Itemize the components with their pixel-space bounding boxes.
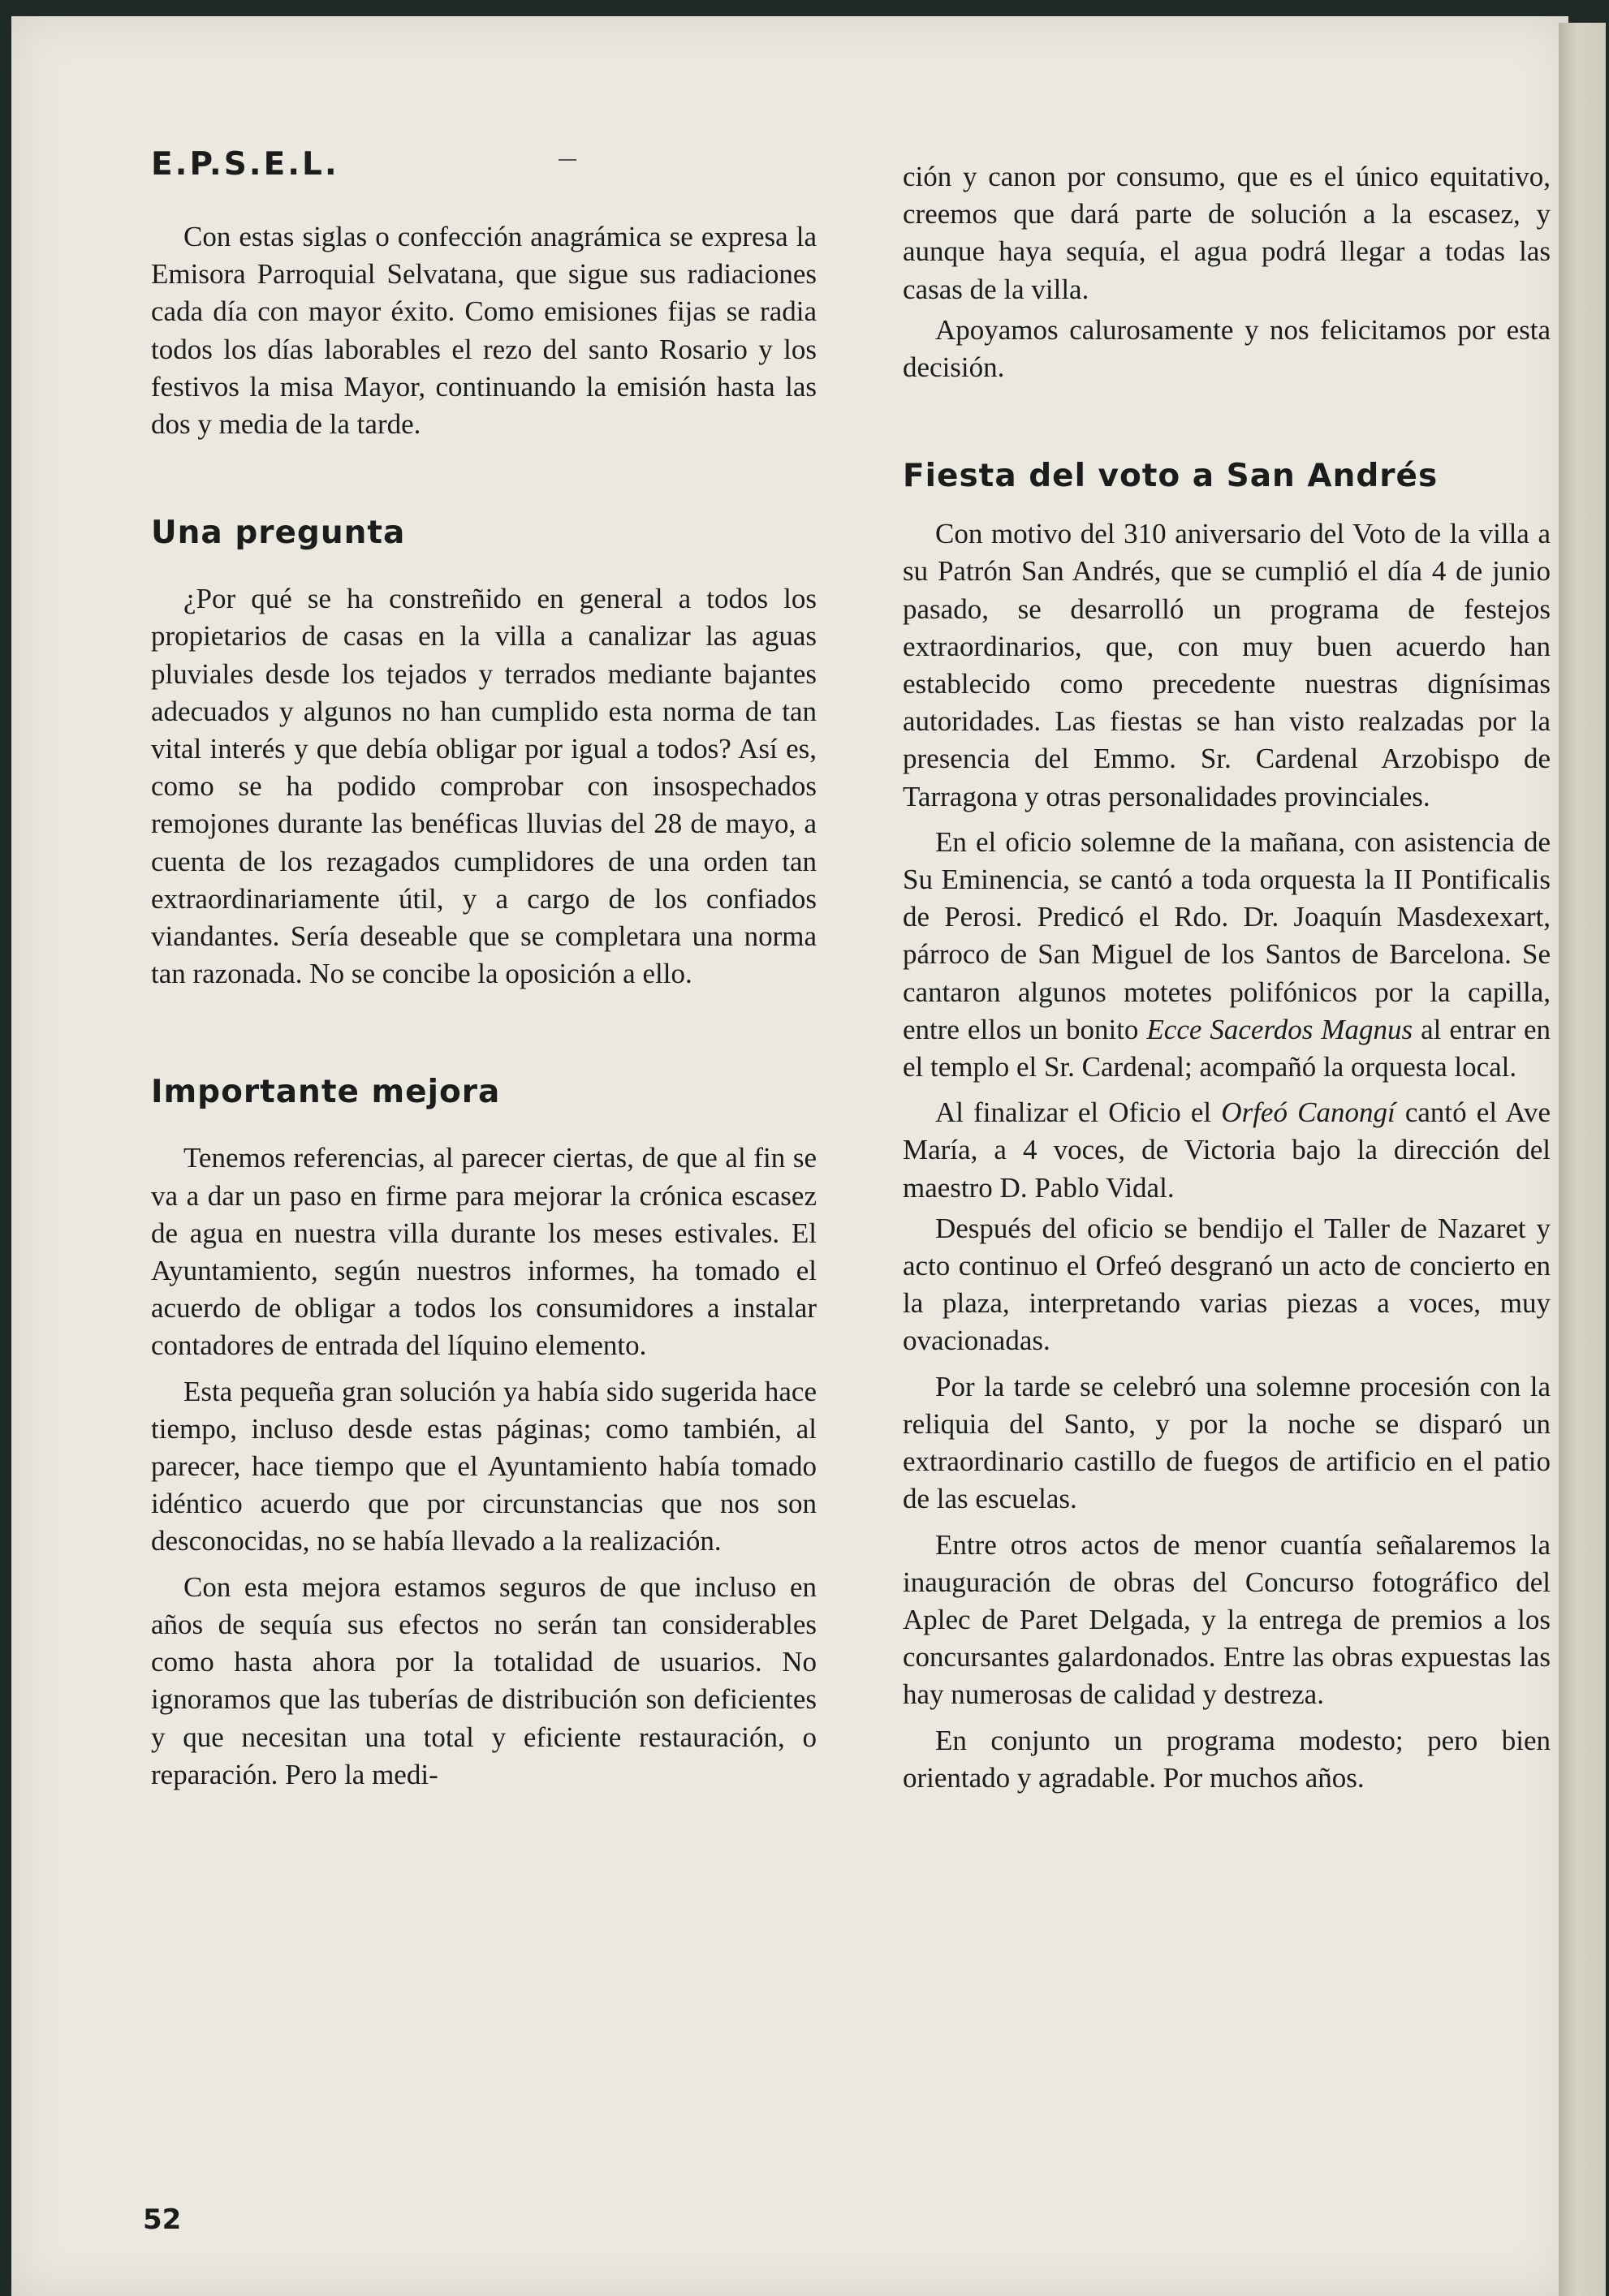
fiesta-p2-text-a: En el oficio solemne de la mañana, con asistencia de Su Eminencia, se cantó a toda orquesta la II Pontificalis de Perosi. Predicó el Rdo. Dr. Joaquín Masdexexart, párroco de San Miguel de los Santos de Barcelona. Se cantaron algunos motetes polifónicos por la capilla, entre ellos un bonito	[903, 825, 1551, 1045]
fiesta-paragraph-6: Entre otros actos de menor cuantía señalaremos la inauguración de obras del Concurso fotográfico del Aplec de Paret Delgada, y la entrega de premios a los concursantes galardonados. Entre las obras expuestas las hay numerosas de calidad y destreza.	[903, 1528, 1551, 1711]
page-edge	[1559, 23, 1606, 2296]
mejora-paragraph-3: Con esta mejora estamos seguros de que incluso en años de sequía sus efectos no serán tan considerables como hasta ahora por la totalidad de usuarios. No ignoramos que las tuberías de distribución son deficientes y que necesitan una total y eficiente restauración, o reparación. Pero la medi-	[151, 1570, 817, 1790]
mejora-paragraph-4: Apoyamos calurosamente y nos felicitamos por esta decisión.	[903, 313, 1551, 384]
fiesta-paragraph-4: Después del oficio se bendijo el Taller de Nazaret y acto continuo el Orfeó desgranó un acto de concierto en la plaza, interpretando varias piezas a voces, muy ovacionadas.	[903, 1212, 1551, 1357]
fiesta-paragraph-1: Con motivo del 310 aniversario del Voto de la villa a su Patrón San Andrés, que se cumplió el día 4 de junio pasado, se desarrolló un programa de festejos extraordinarios, que, con muy buen acuerdo han establecido como precedente nuestras dignísimas autoridades. Las fiestas se han visto realzadas por la presencia del Emmo. Sr. Cardenal Arzobispo de Tarragona y otras personalidades provinciales.	[903, 518, 1551, 812]
eps-paragraph: Con estas siglas o confección anagrámica se expresa la Emisora Parroquial Selvatana, que sigue sus radiaciones cada día con mayor éxito. Como emisiones fijas se radia todos los días laborables el rezo del santo Rosario y los festivos la misa Mayor, continuando la emisión hasta las dos y media de la tarde.	[151, 221, 817, 441]
mejora-heading: Importante mejora	[151, 1074, 501, 1111]
mejora-continuation: ción y canon por consumo, que es el único equitativo, creemos que dará parte de solución a la escasez, y aunque haya sequía, el agua podrá llegar a todas las casas de la villa.	[903, 161, 1551, 305]
fiesta-p2-text-b: al entrar en el templo el Sr. Cardenal; acompañó la orquesta local.	[903, 1013, 1551, 1083]
eps-heading: E.P.S.E.L.	[151, 146, 339, 183]
fiesta-paragraph-2	[903, 824, 1551, 1086]
mejora-paragraph-2: Esta pequeña gran solución ya había sido sugerida hace tiempo, incluso desde estas páginas; como también, al parecer, hace tiempo que el Ayuntamiento había tomado idéntico acuerdo que por circunstancias que nos son desconocidas, no se había llevado a la realización.	[151, 1375, 817, 1557]
page-number: 52	[143, 2203, 182, 2236]
fiesta-heading: Fiesta del voto a San Andrés	[903, 458, 1439, 495]
fiesta-paragraph-3	[903, 1094, 1551, 1207]
pregunta-heading: Una pregunta	[151, 515, 406, 552]
fiesta-paragraph-7: En conjunto un programa modesto; pero bien orientado y agradable. Por muchos años.	[903, 1724, 1551, 1794]
fiesta-p3-text-b: cantó el Ave María, a 4 voces, de Victoria bajo la dirección del maestro D. Pablo Vidal.	[903, 1096, 1551, 1204]
right-column	[903, 158, 1551, 1797]
fiesta-paragraph-5: Por la tarde se celebró una solemne procesión con la reliquia del Santo, y por la noche se disparó un extraordinario castillo de fuegos de artificio en el patio de las escuelas.	[903, 1370, 1551, 1515]
choir-name: Orfeó Canongí	[1221, 1096, 1395, 1129]
fiesta-p3-text-a: Al finalizar el Oficio el	[935, 1096, 1212, 1129]
motet-title: Ecce Sacerdos Magnus	[1146, 1013, 1413, 1045]
pregunta-paragraph: ¿Por qué se ha constreñido en general a todos los propietarios de casas en la villa a canalizar las aguas pluviales desde los tejados y terrados mediante bajantes adecuados y algunos no han cumplido esta norma de tan vital interés y que debía obligar por igual a todos? Así es, como se ha podido comprobar con insospechados remojones durante las benéficas lluvias del 28 de mayo, a cuenta de los rezagados cumplidores de una orden tan extraordinariamente útil, y a cargo de los confiados viandantes. Sería deseable que se completara una norma tan razonada. No se concibe la oposición a ello.	[151, 583, 817, 990]
left-column	[151, 130, 817, 1794]
mejora-paragraph-1: Tenemos referencias, al parecer ciertas, de que al fin se va a dar un paso en firme para mejorar la crónica escasez de agua en nuestra villa durante los meses estivales. El Ayuntamiento, según nuestros informes, ha tomado el acuerdo de obligar a todos los consumidores a instalar contadores de entrada del líquino elemento.	[151, 1142, 817, 1362]
